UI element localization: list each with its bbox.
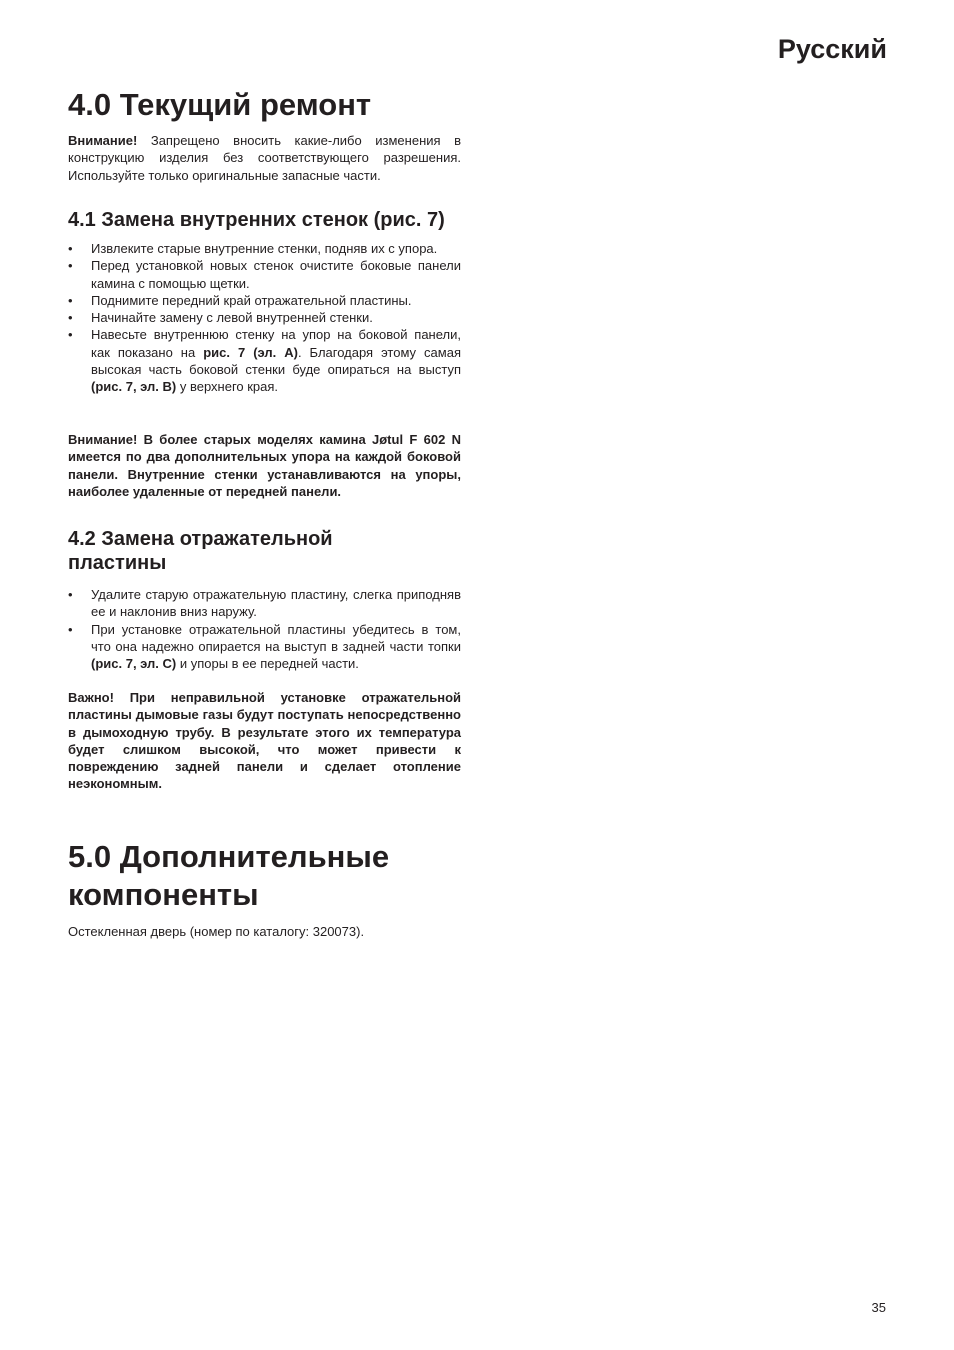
- item2-text-1: При установке отражательной пластины убедитесь в том, что она надежно опирается на выступ в задней части топки: [91, 621, 461, 654]
- subsection-4-1-note: Внимание! В более старых моделях камина Jøtul F 602 N имеется по два дополнительных упора на каждой боковой панели. Внутренние стенки устанавливаются на упоры, наиболее удаленные от передней панели.: [68, 432, 461, 499]
- section-4-warning: [68, 132, 461, 184]
- warning-paragraph: [68, 132, 461, 184]
- section-5-text: Остекленная дверь (номер по каталогу: 320073).: [68, 924, 365, 939]
- warning-label: Внимание!: [68, 133, 138, 148]
- section-5-text-wrap: [68, 923, 461, 940]
- subsection-4-1-note-wrap: [68, 431, 461, 500]
- subsection-4-1-list: [68, 240, 461, 396]
- item2-text-2: и упоры в ее передней части.: [176, 656, 359, 672]
- item5-ref-b: (рис. 7, эл. B): [91, 379, 177, 395]
- subsection-4-1-list-wrap: [68, 240, 461, 396]
- subsection-4-1: [68, 208, 461, 232]
- section-5: [68, 838, 461, 914]
- list-item: • Поднимите передний край отражательной пластины.: [68, 292, 461, 309]
- subsection-4-2-list: [68, 586, 461, 672]
- item5-text-2: . Благодаря этому самая высокая часть боковой стенки буде опираться на выступ: [91, 344, 461, 378]
- section-4-title: 4.0 Текущий ремонт: [68, 87, 372, 122]
- list-item: • Начинайте замену с левой внутренней стенки.: [68, 309, 461, 326]
- item5-text-1: Навесьте внутреннюю стенку на упор на боковой панели, как показано на: [91, 327, 461, 360]
- subsection-4-2-note-wrap: [68, 689, 461, 793]
- subsection-4-2-title-line2: пластины: [68, 552, 167, 574]
- page-number: 35: [871, 1300, 886, 1315]
- item5-text-3: у верхнего края.: [176, 379, 279, 395]
- list-item: • Удалите старую отражательную пластину, слегка приподняв ее и наклонив вниз наружу.: [68, 586, 461, 621]
- subsection-4-2-title-line1: 4.2 Замена отражательной: [68, 528, 333, 550]
- warning-text: Запрещено вносить какие-либо изменения в конструкцию изделия без соответствующего разрешения. Используйте только оригинальные запасные части.: [68, 133, 461, 183]
- subsection-4-2-list-wrap: [68, 586, 461, 672]
- subsection-4-2-note: Важно! При неправильной установке отражательной пластины дымовые газы будут поступать непосредственно в дымоходную трубу. В результате этого их температура будет слишком высокой, что может привести к повреждению задней панели и сделает отопление неэкономным.: [68, 690, 461, 792]
- item2-ref-c: (рис. 7, эл. C): [91, 656, 177, 672]
- section-5-title-line1: 5.0 Дополнительные: [68, 839, 390, 874]
- subsection-4-1-title: 4.1 Замена внутренних стенок (рис. 7): [68, 209, 445, 231]
- section-5-title-line2: компоненты: [68, 877, 259, 912]
- subsection-4-2: [68, 527, 461, 575]
- language-label: Русский: [777, 34, 887, 64]
- list-item: • Перед установкой новых стенок очистите боковые панели камина с помощью щетки.: [68, 257, 461, 292]
- list-item: [68, 326, 461, 395]
- section-4: [68, 86, 461, 124]
- list-item: • Извлеките старые внутренние стенки, подняв их с упора.: [68, 240, 461, 257]
- list-item: [68, 621, 461, 673]
- item5-ref-a: рис. 7 (эл. A): [203, 344, 298, 360]
